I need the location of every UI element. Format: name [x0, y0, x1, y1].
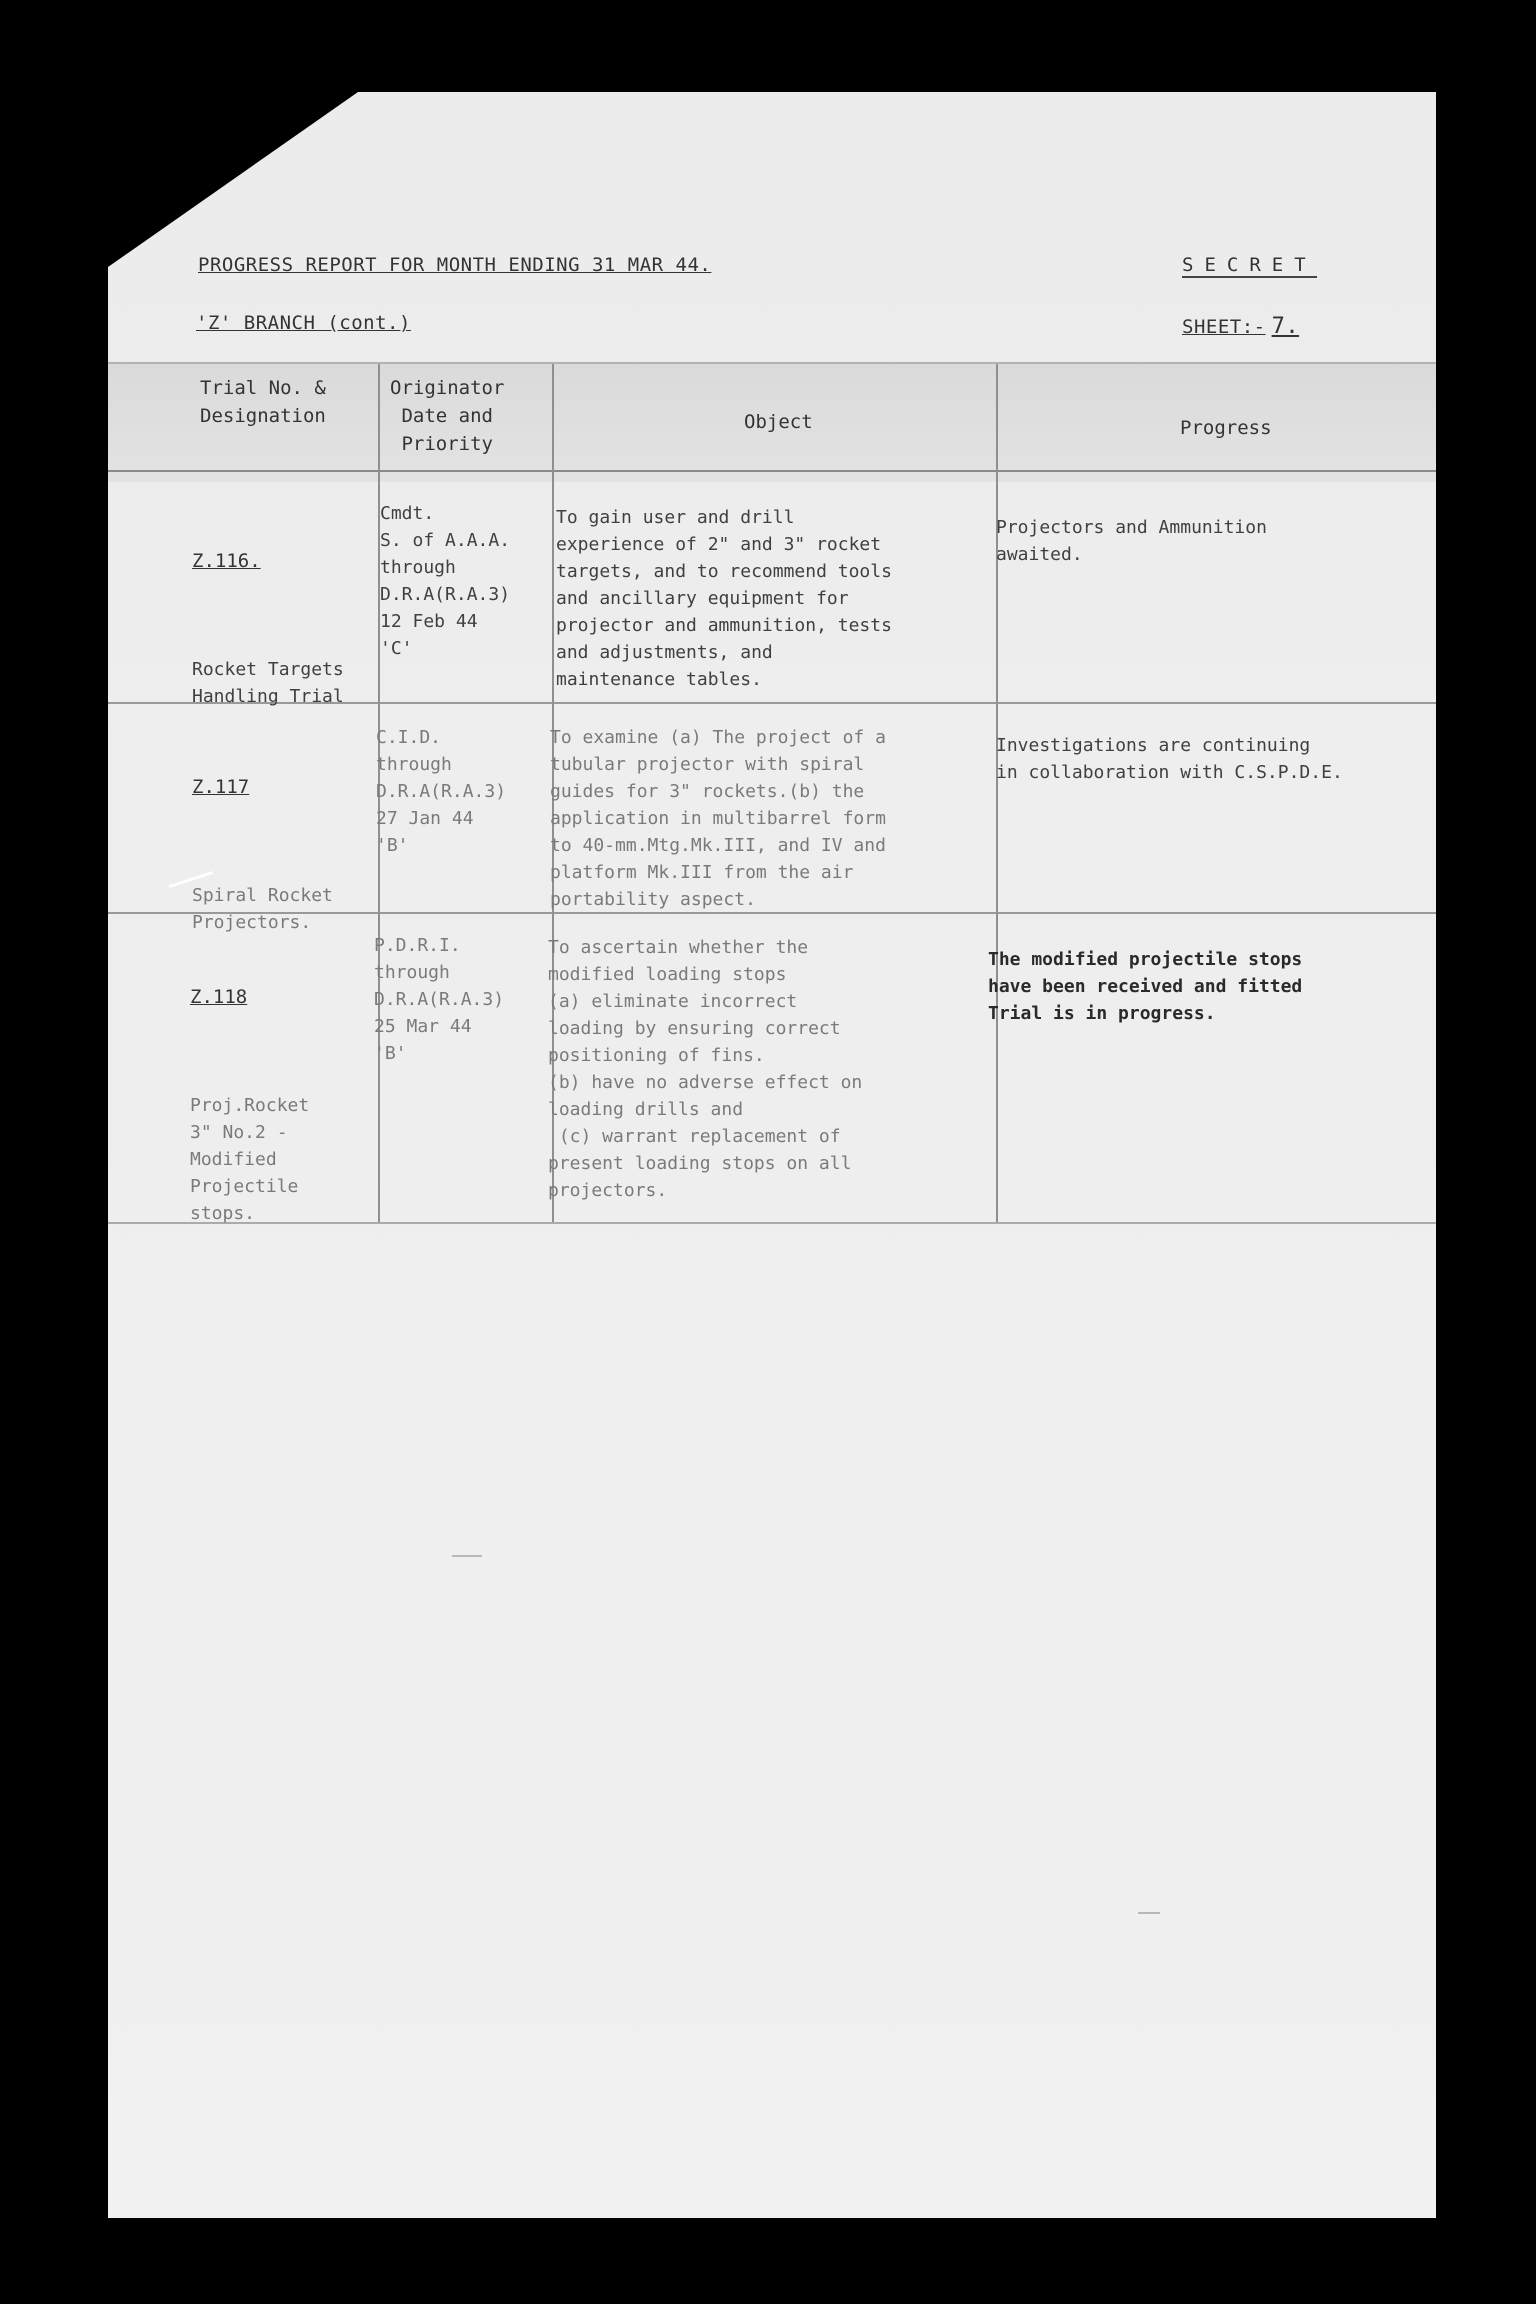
- page-mark: [452, 1555, 482, 1557]
- object-cell: To gain user and drill experience of 2" and 3" rocket targets, and to recommend tools and ancillary equipment for projector and ammunition, tests and adjustments, and maintenance tables.: [556, 507, 892, 690]
- progress-cell: Projectors and Ammunition awaited.: [996, 517, 1267, 565]
- trial-designation: Rocket Targets Handling Trial: [192, 659, 344, 707]
- progress-cell: Investigations are continuing in collaboration with C.S.P.D.E.: [996, 735, 1343, 783]
- column-header-object: Object: [744, 411, 813, 433]
- branch-label: 'Z' BRANCH (cont.): [196, 312, 411, 334]
- classification-stamp: SECRET: [1182, 254, 1317, 276]
- trial-designation: Proj.Rocket 3" No.2 - Modified Projectile stops.: [190, 1095, 310, 1224]
- object-cell: To ascertain whether the modified loading stops (a) eliminate incorrect loading by ensuring correct positioning of fins. (b) have no adverse effect on loading drills and (c) warrant replacement of present loading stops on all projectors.: [548, 937, 863, 1201]
- trial-number: Z.116.: [192, 550, 261, 572]
- header-bottom-rule: [108, 470, 1436, 472]
- table-top-rule: [108, 362, 1436, 364]
- column-rule: [996, 364, 998, 1222]
- originator-cell: C.I.D. through D.R.A(R.A.3) 27 Jan 44 'B': [376, 727, 507, 856]
- table-row: [190, 930, 309, 1281]
- trial-designation: Spiral Rocket Projectors.: [192, 885, 333, 933]
- originator-cell: P.D.R.I. through D.R.A(R.A.3) 25 Mar 44 'B': [374, 935, 505, 1064]
- sheet-label: SHEET:-: [1182, 316, 1266, 338]
- column-header-progress: Progress: [1180, 417, 1272, 439]
- page-mark: [1138, 1912, 1160, 1914]
- trial-number: Z.118: [190, 986, 248, 1008]
- originator-cell: Cmdt. S. of A.A.A. through D.R.A(R.A.3) 12 Feb 44 'C': [380, 503, 511, 659]
- sheet-number: [1182, 314, 1299, 339]
- progress-cell: The modified projectile stops have been received and fitted Trial is in progress.: [988, 949, 1303, 1024]
- progress-table: [108, 352, 1436, 1232]
- report-title: PROGRESS REPORT FOR MONTH ENDING 31 MAR 44.: [198, 254, 712, 276]
- column-header-trial: Trial No. & Designation: [200, 377, 326, 427]
- column-header-originator: Originator Date and Priority: [390, 377, 505, 455]
- sheet-value: 7.: [1271, 314, 1300, 339]
- trial-number: Z.117: [192, 776, 250, 798]
- object-cell: To examine (a) The project of a tubular projector with spiral guides for 3" rockets.(b) the application in multibarrel form to 40-mm.Mtg.Mk.III, and IV and platform Mk.III from the air portability aspect.: [550, 727, 886, 910]
